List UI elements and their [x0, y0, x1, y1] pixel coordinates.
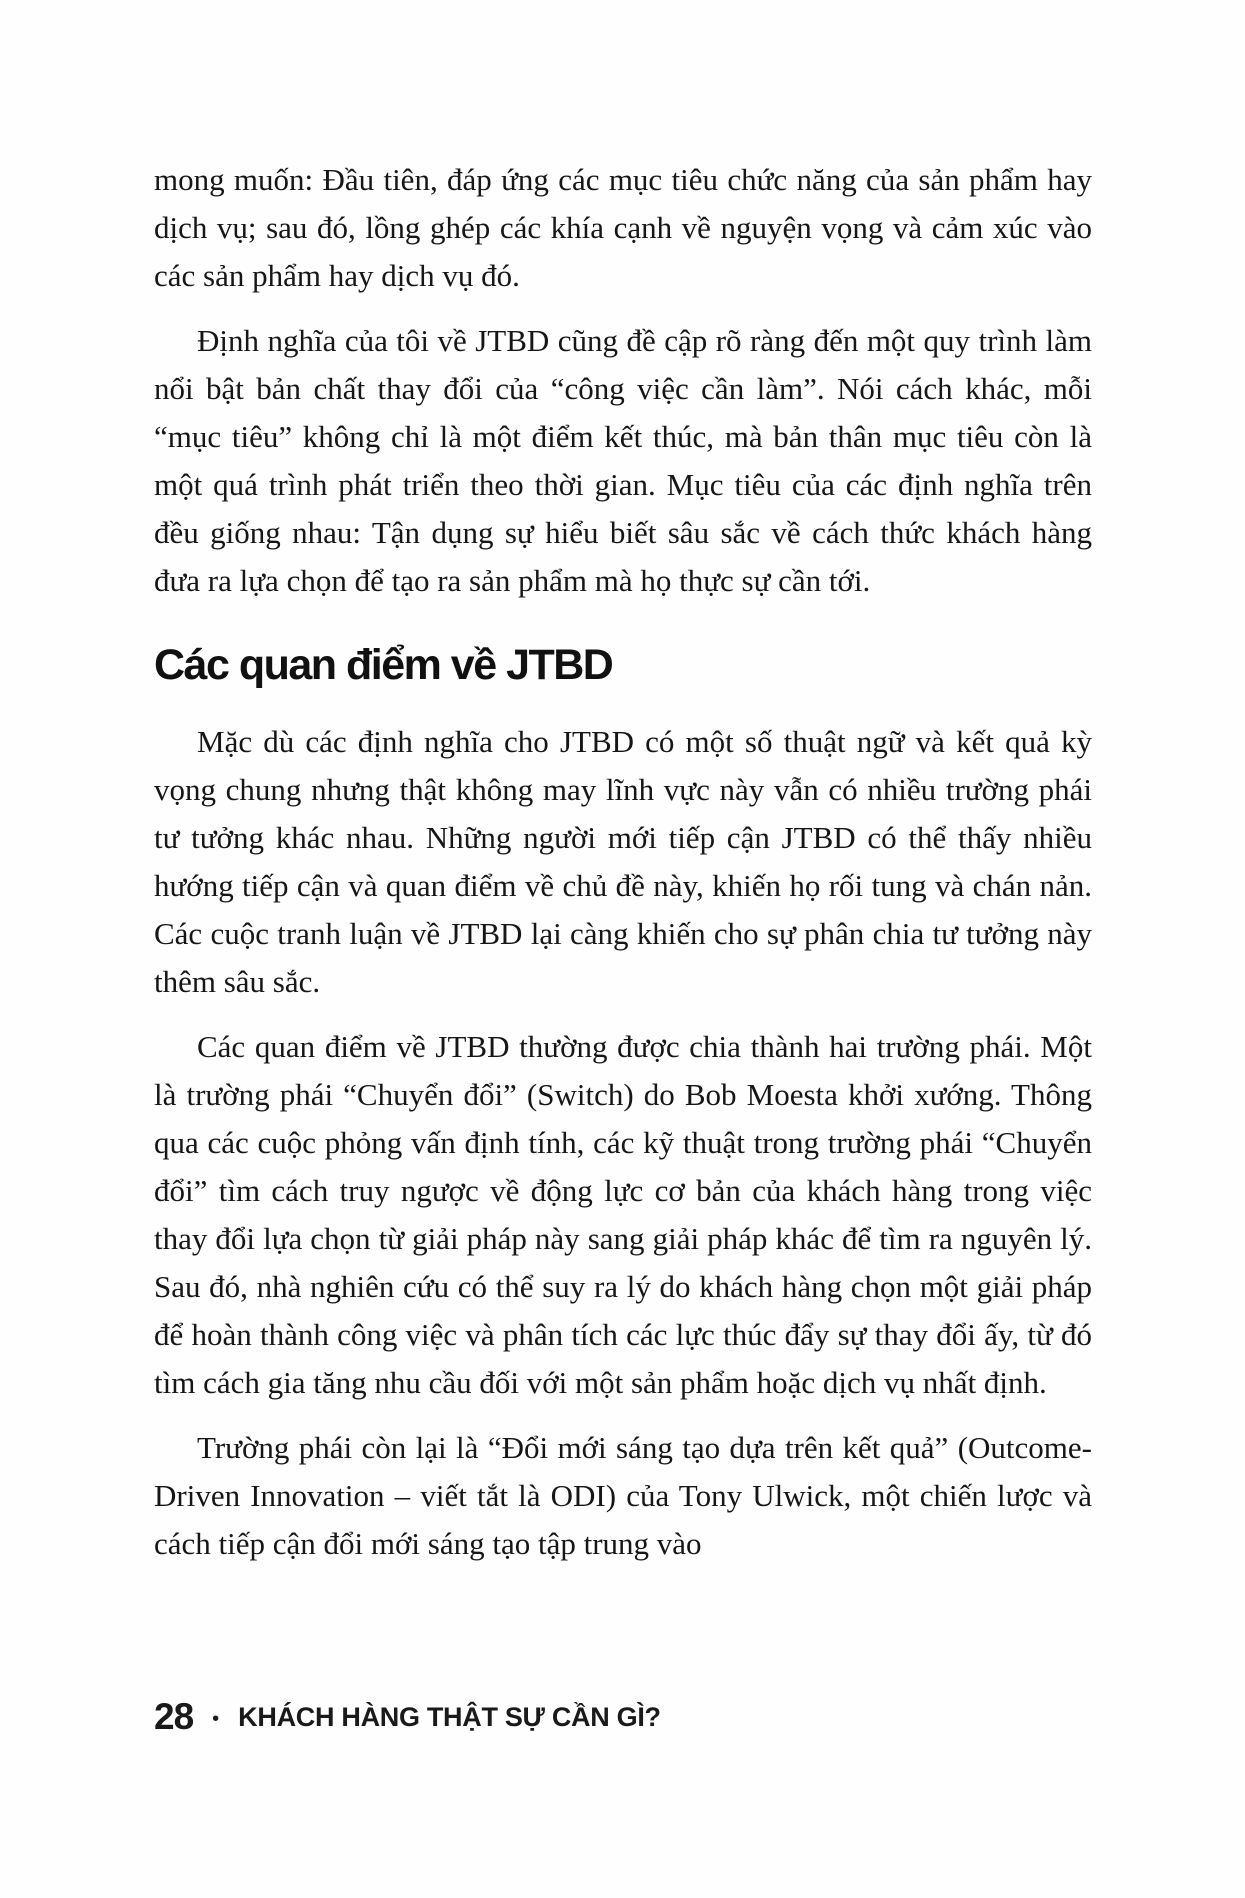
section-heading: Các quan điểm về JTBD — [154, 641, 613, 689]
book-title: KHÁCH HÀNG THẬT SỰ CẦN GÌ? — [238, 1701, 661, 1732]
paragraph-switch-school: Các quan điểm về JTBD thường được chia thành hai trường phái. Một là trường phái “Chuyển đổi” (Switch) do Bob Moesta khởi xướng. Thông qua các cuộc phỏng vấn định tính, các kỹ thuật trong trường phái “Chuyển đổi” tìm cách truy ngược về động lực cơ bản của khách hàng trong việc thay đổi lựa chọn từ giải pháp này sang giải pháp khác để tìm ra nguyên lý. Sau đó, nhà nghiên cứu có thể suy ra lý do khách hàng chọn một giải pháp để hoàn thành công việc và phân tích các lực thúc đẩy sự thay đổi ấy, từ đó tìm cách gia tăng nhu cầu đối với một sản phẩm hoặc dịch vụ nhất định. — [154, 1029, 1092, 1401]
page-body — [154, 156, 1092, 1585]
paragraph-odi-school: Trường phái còn lại là “Đổi mới sáng tạo dựa trên kết quả” (Outcome-Driven Innovation – viết tắt là ODI) của Tony Ulwick, một chiến lược và cách tiếp cận đổi mới sáng tạo tập trung vào — [154, 1430, 1092, 1562]
paragraph-definition-jtbd: Định nghĩa của tôi về JTBD cũng đề cập rõ ràng đến một quy trình làm nổi bật bản chất thay đổi của “công việc cần làm”. Nói cách khác, mỗi “mục tiêu” không chỉ là một điểm kết thúc, mà bản thân mục tiêu còn là một quá trình phát triển theo thời gian. Mục tiêu của các định nghĩa trên đều giống nhau: Tận dụng sự hiểu biết sâu sắc về cách thức khách hàng đưa ra lựa chọn để tạo ra sản phẩm mà họ thực sự cần tới. — [154, 323, 1092, 598]
page-number: 28 — [154, 1696, 194, 1737]
page-footer — [154, 1696, 661, 1738]
paragraph-continuation: mong muốn: Đầu tiên, đáp ứng các mục tiêu chức năng của sản phẩm hay dịch vụ; sau đó, lồng ghép các khía cạnh về nguyện vọng và cảm xúc vào các sản phẩm hay dịch vụ đó. — [154, 162, 1092, 293]
footer-bullet-separator: • — [212, 1707, 220, 1730]
paragraph-schools-intro: Mặc dù các định nghĩa cho JTBD có một số thuật ngữ và kết quả kỳ vọng chung nhưng thật không may lĩnh vực này vẫn có nhiều trường phái tư tưởng khác nhau. Những người mới tiếp cận JTBD có thể thấy nhiều hướng tiếp cận và quan điểm về chủ đề này, khiến họ rối tung và chán nản. Các cuộc tranh luận về JTBD lại càng khiến cho sự phân chia tư tưởng này thêm sâu sắc. — [154, 724, 1092, 1000]
